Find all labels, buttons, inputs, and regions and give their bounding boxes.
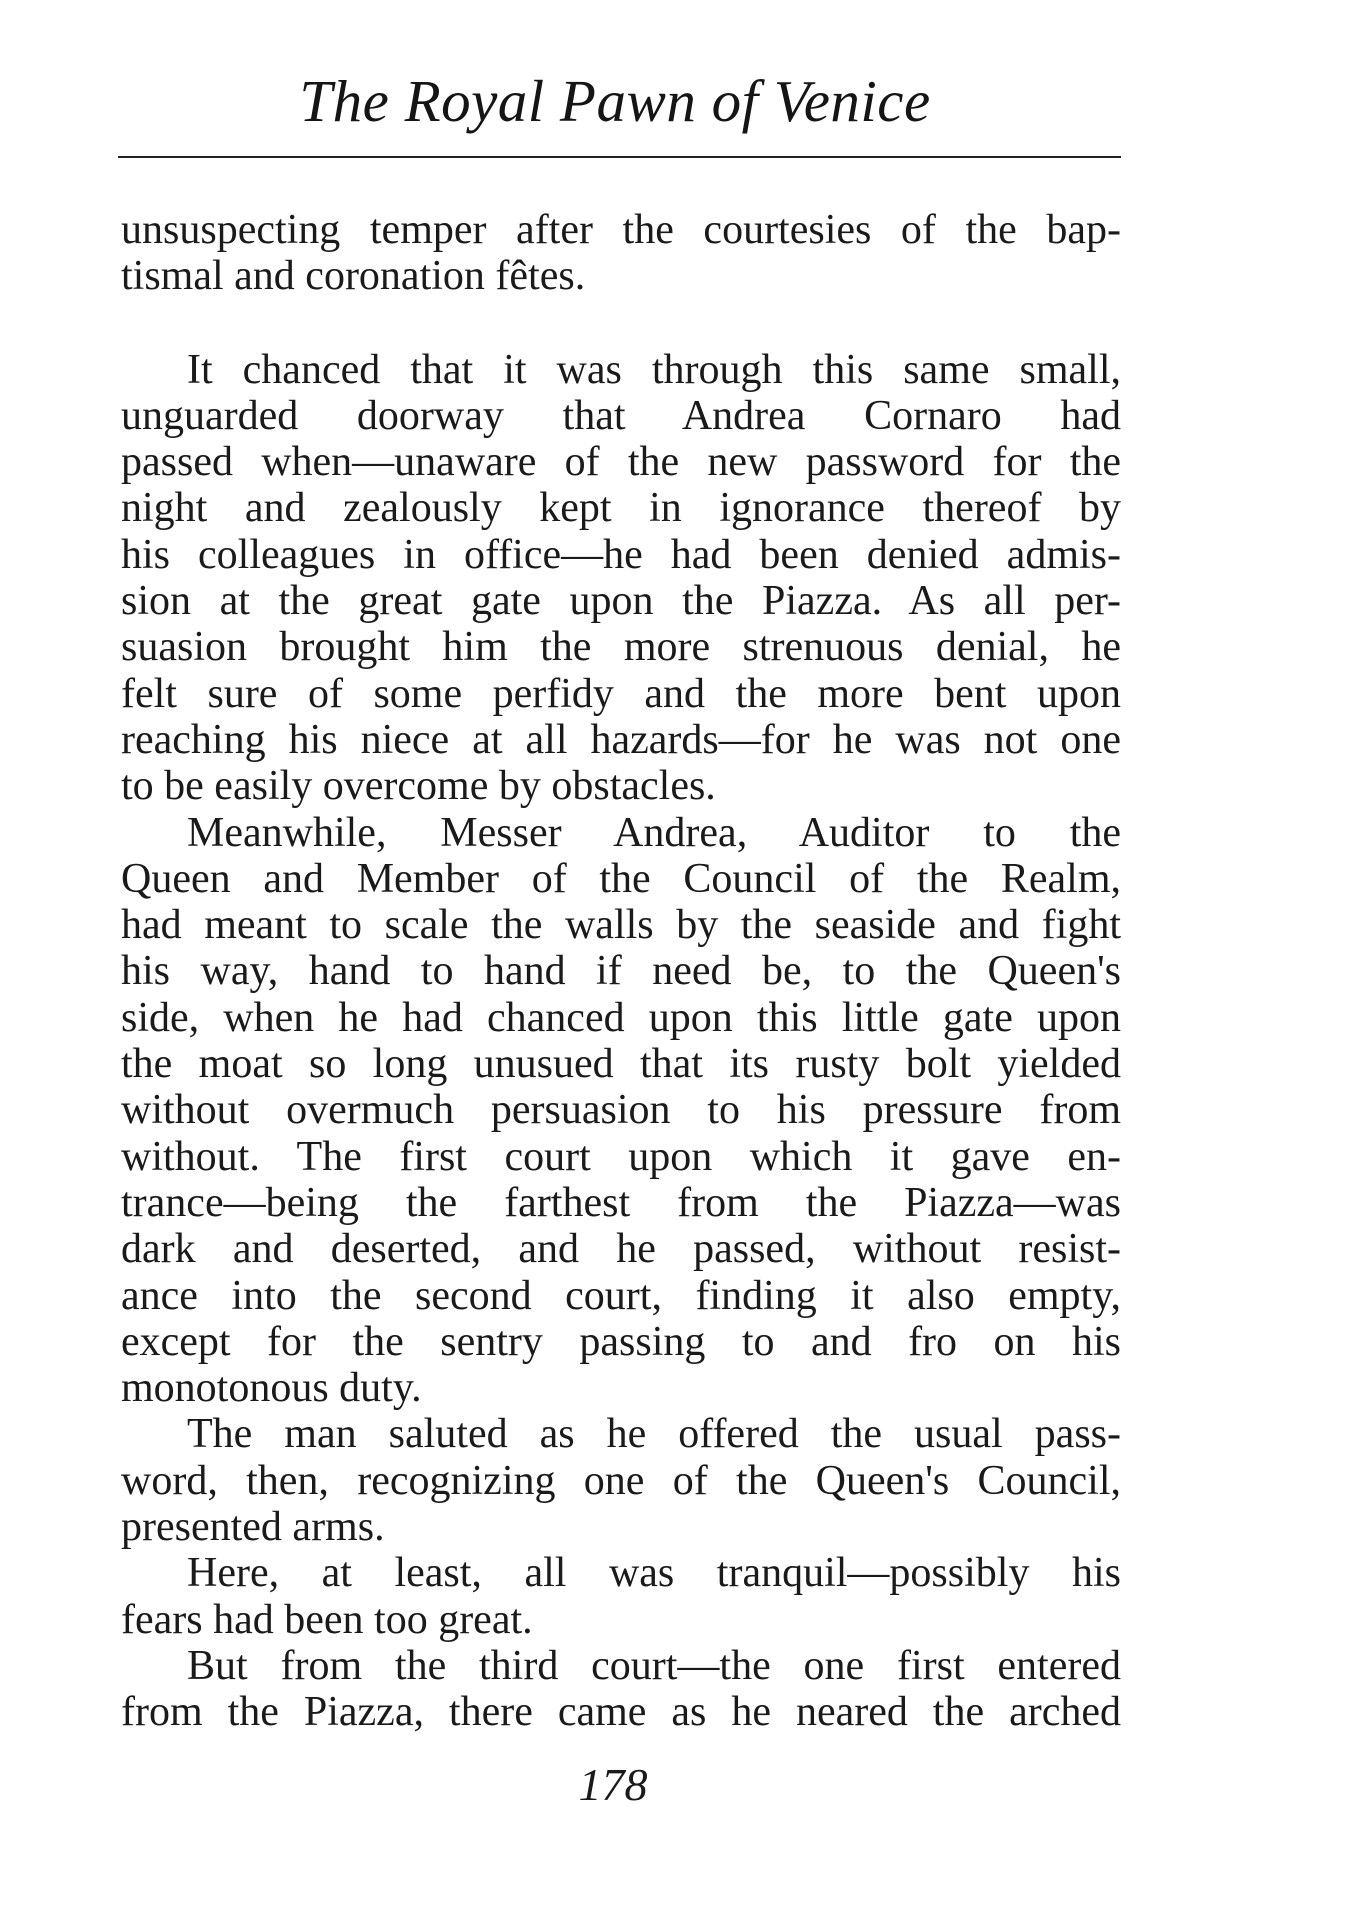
text-line: Here, at least, all was tranquil—possibly his (187, 1550, 1121, 1597)
text-line: The man saluted as he offered the usual pass- (187, 1411, 1121, 1458)
page-number: 178 (578, 1759, 648, 1810)
text-line: unsuspecting temper after the courtesies of the bap- (121, 207, 1121, 253)
text-line: word, then, recognizing one of the Queen's Council, (121, 1457, 1121, 1504)
paragraph-3 (121, 810, 1121, 1412)
text-line: monotonous duty. (121, 1365, 422, 1412)
paragraph-4 (121, 1411, 1121, 1550)
text-line: had meant to scale the walls by the seaside and fight (121, 902, 1121, 949)
text-line: night and zealously kept in ignorance thereof by (121, 485, 1121, 532)
text-line: his way, hand to hand if need be, to the Queen's (121, 948, 1121, 995)
text-line: except for the sentry passing to and fro on his (121, 1318, 1121, 1365)
paragraph-2 (121, 347, 1121, 810)
text-line: suasion brought him the more strenuous denial, he (121, 624, 1121, 671)
text-line: fears had been too great. (121, 1596, 533, 1643)
text-line: But from the third court—the one first entered (187, 1642, 1121, 1689)
running-head-title: The Royal Pawn of Venice (299, 68, 931, 134)
paragraph-5 (121, 1550, 1121, 1643)
text-line: to be easily overcome by obstacles. (121, 763, 716, 810)
text-line: trance—being the farthest from the Piazza—was (121, 1179, 1121, 1226)
text-line: Meanwhile, Messer Andrea, Auditor to the (187, 809, 1121, 856)
paragraph-1 (121, 207, 1121, 300)
text-line: without overmuch persuasion to his pressure from (121, 1087, 1121, 1134)
text-line: his colleagues in office—he had been denied admis- (121, 531, 1121, 578)
text-line: dark and deserted, and he passed, without resist- (121, 1226, 1121, 1273)
text-line: tismal and coronation fêtes. (121, 253, 586, 300)
header-rule (118, 156, 1121, 158)
text-line: from the Piazza, there came as he neared the arched (121, 1689, 1121, 1736)
text-line: felt sure of some perfidy and the more bent upon (121, 670, 1121, 717)
text-line: unguarded doorway that Andrea Cornaro had (121, 392, 1121, 439)
body-text (121, 207, 1121, 1736)
text-line: the moat so long unusued that its rusty bolt yielded (121, 1041, 1121, 1088)
paragraph-6 (121, 1643, 1121, 1736)
text-line: Queen and Member of the Council of the Realm, (121, 855, 1121, 902)
text-line: It chanced that it was through this same small, (187, 346, 1121, 393)
text-line: without. The first court upon which it gave en- (121, 1133, 1121, 1180)
text-line: reaching his niece at all hazards—for he was not one (121, 716, 1121, 763)
text-line: presented arms. (121, 1504, 385, 1551)
text-line: sion at the great gate upon the Piazza. As all per- (121, 578, 1121, 625)
text-line: ance into the second court, finding it also empty, (121, 1272, 1121, 1319)
text-line: passed when—unaware of the new password for the (121, 439, 1121, 486)
text-line: side, when he had chanced upon this little gate upon (121, 994, 1121, 1041)
